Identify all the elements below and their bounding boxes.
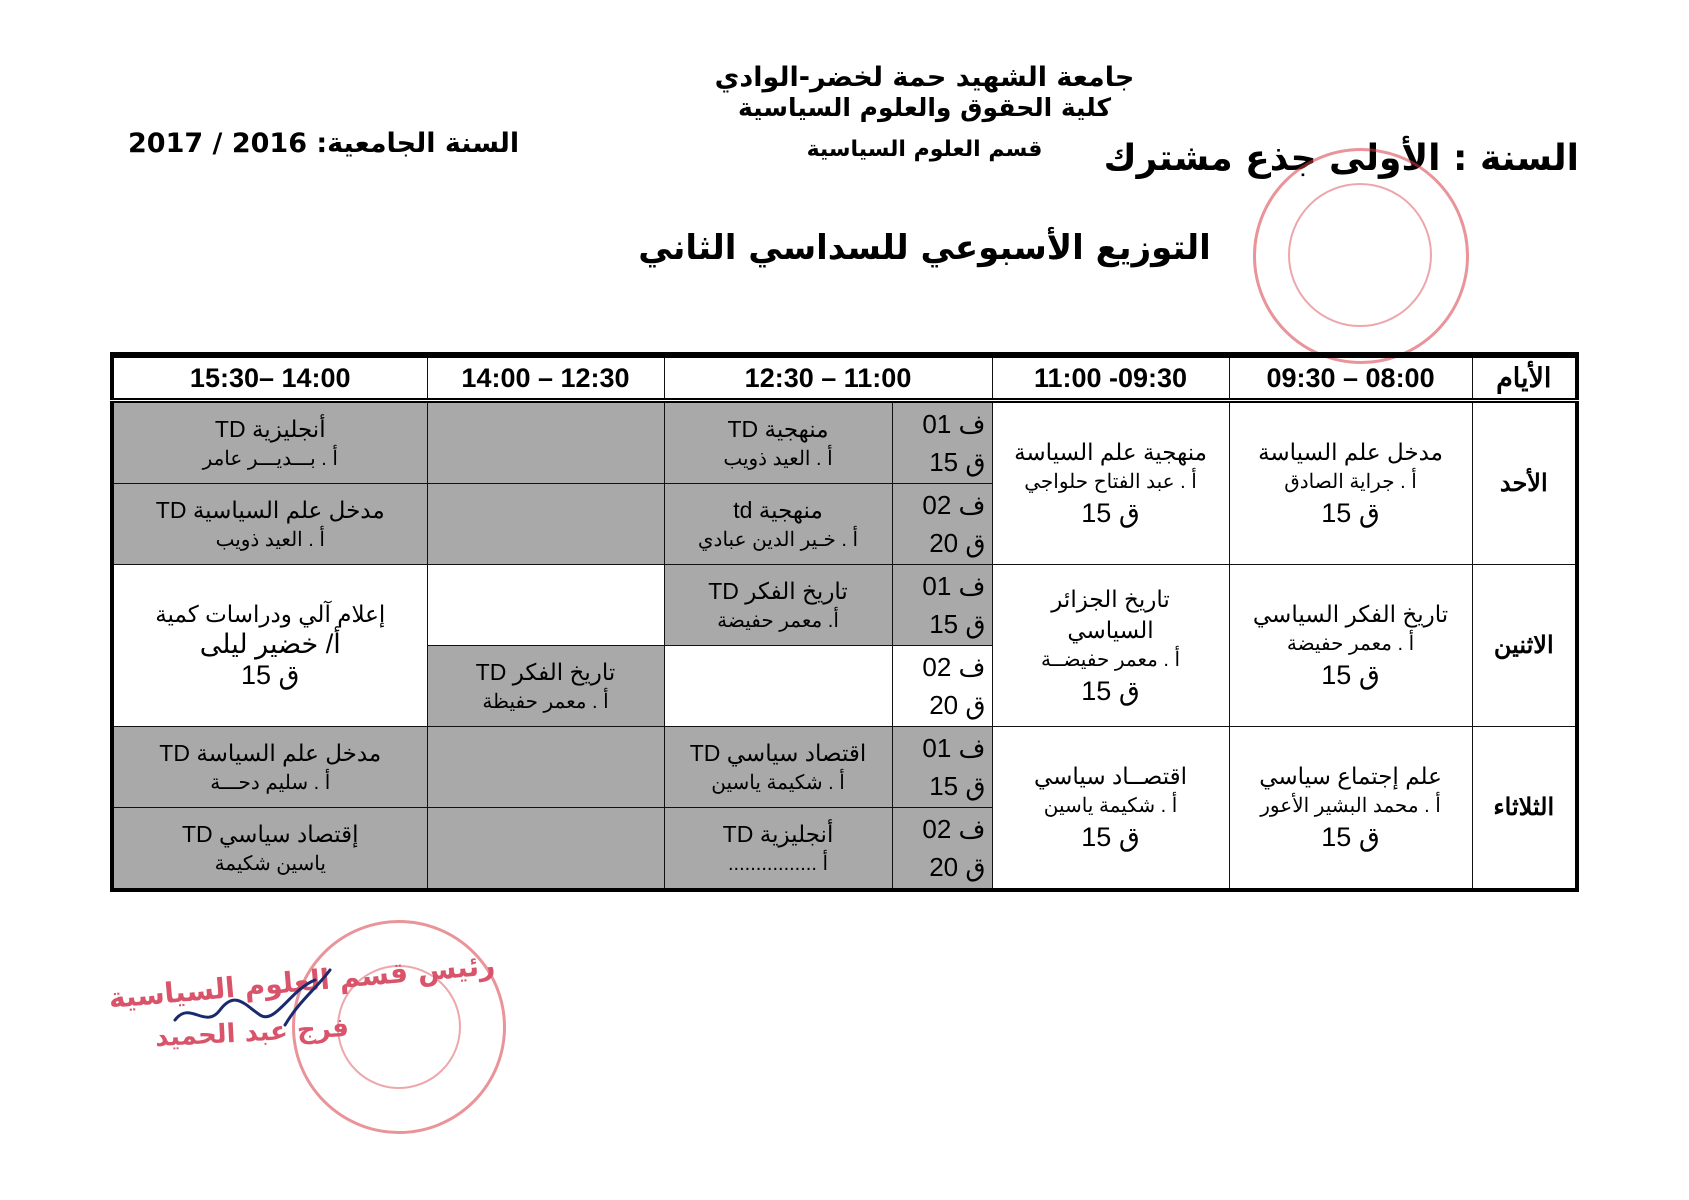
sunday-slot2-lecture: منهجية علم السياسة أ . عبد الفتاح حلواجي ق 15 xyxy=(992,401,1229,565)
university-name: جامعة الشهيد حمة لخضر-الوادي xyxy=(714,62,1135,93)
tuesday-group2-slot5: إقتصاد سياسي TD ياسين شكيمة xyxy=(112,808,427,891)
tuesday-group1-slot4-empty xyxy=(427,727,664,808)
sunday-group2-slot3: منهجية td أ . خـير الدين عبادي xyxy=(664,484,892,565)
tuesday-group2-slot3: أنجليزية TD أ ................ xyxy=(664,808,892,891)
monday-slot1-lecture: تاريخ الفكر السياسي أ . معمر حفيضة ق 15 xyxy=(1229,565,1472,727)
stamp-top-right xyxy=(1253,148,1469,364)
sunday-slot1-lecture: مدخل علم السياسة أ . جراية الصادق ق 15 xyxy=(1229,401,1472,565)
sunday-group1-rooms: ف 01 ق 15 xyxy=(892,401,992,484)
sunday-group1-slot5: أنجليزية TD أ . بـــديـــر عامر xyxy=(112,401,427,484)
department-name: قسم العلوم السياسية xyxy=(806,137,1043,162)
monday-group1-slot4-empty xyxy=(427,565,664,646)
monday-group1-rooms: ف 01 ق 15 xyxy=(892,565,992,646)
day-tuesday: الثلاثاء xyxy=(1472,727,1577,891)
monday-group1-slot3: تاريخ الفكر TD أ. معمر حفيضة xyxy=(664,565,892,646)
day-sunday: الأحد xyxy=(1472,401,1577,565)
tuesday-group2-rooms: ف 02 ق 20 xyxy=(892,808,992,891)
col-header-slot2: 09:30- 11:00 xyxy=(992,355,1229,401)
tuesday-group1-slot3: اقتصاد سياسي TD أ . شكيمة ياسين xyxy=(664,727,892,808)
sunday-group1-slot4-empty xyxy=(427,401,664,484)
document-title: التوزيع الأسبوعي للسداسي الثاني xyxy=(638,228,1211,268)
tuesday-slot2-lecture: اقتصــاد سياسي أ . شكيمة ياسين ق 15 xyxy=(992,727,1229,891)
col-header-slot5: 14:00 –15:30 xyxy=(112,355,427,401)
col-header-days: الأيام xyxy=(1472,355,1577,401)
col-header-slot1: 08:00 – 09:30 xyxy=(1229,355,1472,401)
sunday-row-group1 xyxy=(112,401,1577,484)
sunday-group2-slot4-empty xyxy=(427,484,664,565)
tuesday-row-group1 xyxy=(112,727,1577,808)
monday-group2-rooms: ف 02 ق 20 xyxy=(892,646,992,727)
monday-row-group1 xyxy=(112,565,1577,646)
signature-title: رئيس قسم العلوم السياسية xyxy=(107,948,497,1015)
header-row xyxy=(112,355,1577,401)
tuesday-group1-slot5: مدخل علم السياسة TD أ . سليم دحـــة xyxy=(112,727,427,808)
study-level: السنة : الأولى جذع مشترك xyxy=(1103,138,1579,179)
monday-slot5-lecture: إعلام آلي ودراسات كمية أ/ خضير ليلى ق 15 xyxy=(112,565,427,727)
sunday-group1-slot3: منهجية TD أ . العيد ذويب xyxy=(664,401,892,484)
weekly-timetable xyxy=(110,352,1579,892)
handwritten-signature xyxy=(165,960,355,1040)
academic-year: السنة الجامعية: 2016 / 2017 xyxy=(128,128,520,159)
faculty-name: كلية الحقوق والعلوم السياسية xyxy=(738,93,1111,122)
tuesday-slot1-lecture: علم إجتماع سياسي أ . محمد البشير الأعور ق 15 xyxy=(1229,727,1472,891)
col-header-slot4: 12:30 – 14:00 xyxy=(427,355,664,401)
monday-group2-slot4: تاريخ الفكر TD أ . معمر حفيظة xyxy=(427,646,664,727)
tuesday-group2-slot4-empty xyxy=(427,808,664,891)
col-header-slot3: 11:00 – 12:30 xyxy=(664,355,992,401)
tuesday-group1-rooms: ف 01 ق 15 xyxy=(892,727,992,808)
signature-name: فرج عبد الحميد xyxy=(154,1012,350,1054)
sunday-group2-rooms: ف 02 ق 20 xyxy=(892,484,992,565)
day-monday: الاثنين xyxy=(1472,565,1577,727)
monday-group2-slot3-empty xyxy=(664,646,892,727)
sunday-group2-slot5: مدخل علم السياسية TD أ . العيد ذويب xyxy=(112,484,427,565)
monday-slot2-lecture: تاريخ الجزائر السياسي أ . معمر حفيضــة ق 15 xyxy=(992,565,1229,727)
